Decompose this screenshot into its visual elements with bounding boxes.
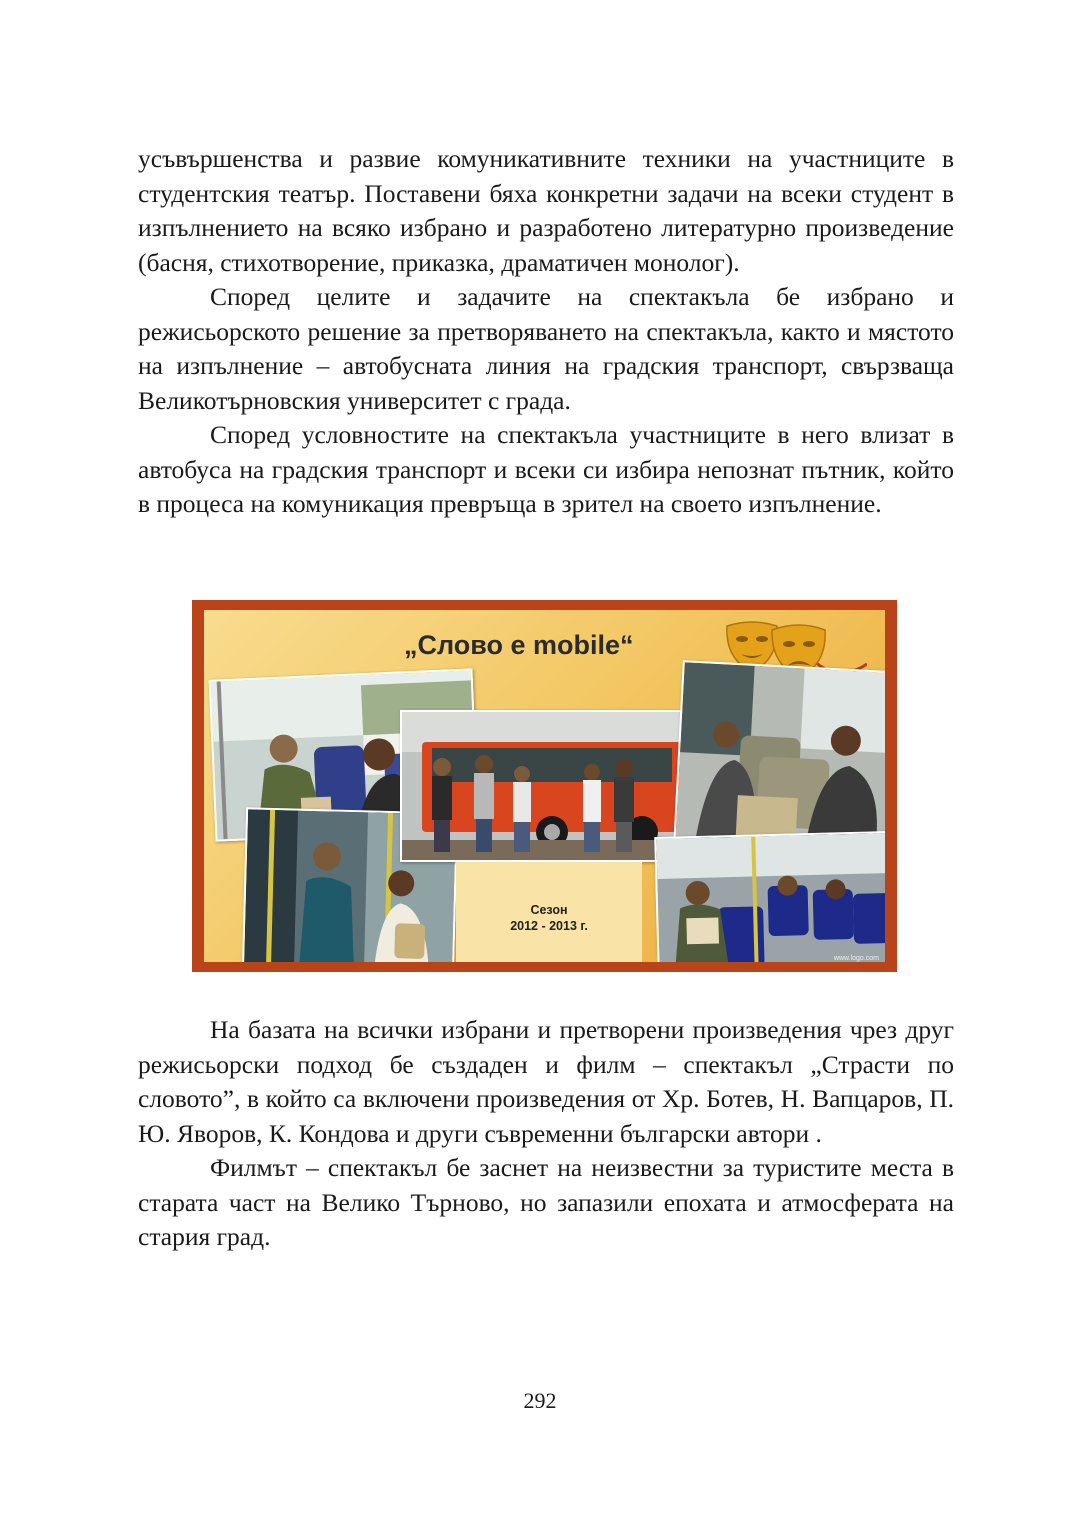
season-years: 2012 - 2013 г. [510,919,588,933]
paragraph: Филмът – спектакъл бе заснет на неизвестни за туристите места в старата част на Велико Търново, но запазили епохата и атмосферата на стария град. [138,1153,954,1251]
watermark: www.logo.com [833,955,879,962]
collage-title: „Слово е mobile“ [404,630,634,660]
paragraph: Според условностите на спектакъла участниците в него влизат в автобуса на градския транспорт и всеки си избира непознат пътник, който в процеса на комуникация превръща в зрител на своето изпълнение. [138,420,954,518]
collage-background [204,610,885,962]
page-number: 292 [523,1388,557,1413]
season-caption [456,862,642,962]
photo-bus-passengers [654,831,885,962]
photo-bus-interior-right [673,660,885,852]
paragraph: усъвършенства и развие комуникативните техники на участниците в студентския театър. Поставени бяха конкретни задачи на всеки студент в изпълнението на всяко избрано и разработено литературно произведение (басня, стихотворение, приказка, драматичен монолог). [138,144,954,277]
text-block-bottom [138,1013,954,1255]
paragraph: На базата на всички избрани и претворени произведения чрез друг режисьорски подход бе създаден и филм – спектакъл „Страсти по словото”, в който са включени произведения от Хр. Ботев, Н. Вапцаров, П. Ю. Яворов, К. Кондова и други съвременни български автори . [138,1015,954,1148]
photo-group-bus [400,710,684,862]
season-label: Сезон [530,903,568,917]
photo-collage-figure [192,600,897,972]
text-block-top [138,142,954,522]
paragraph: Според целите и задачите на спектакъла бе избрано и режисьорското решение за претворяването на спектакъла, както и мястото на изпълнение – автобусната линия на градския транспорт, свързваща Великотърновския университет с града. [138,282,954,415]
